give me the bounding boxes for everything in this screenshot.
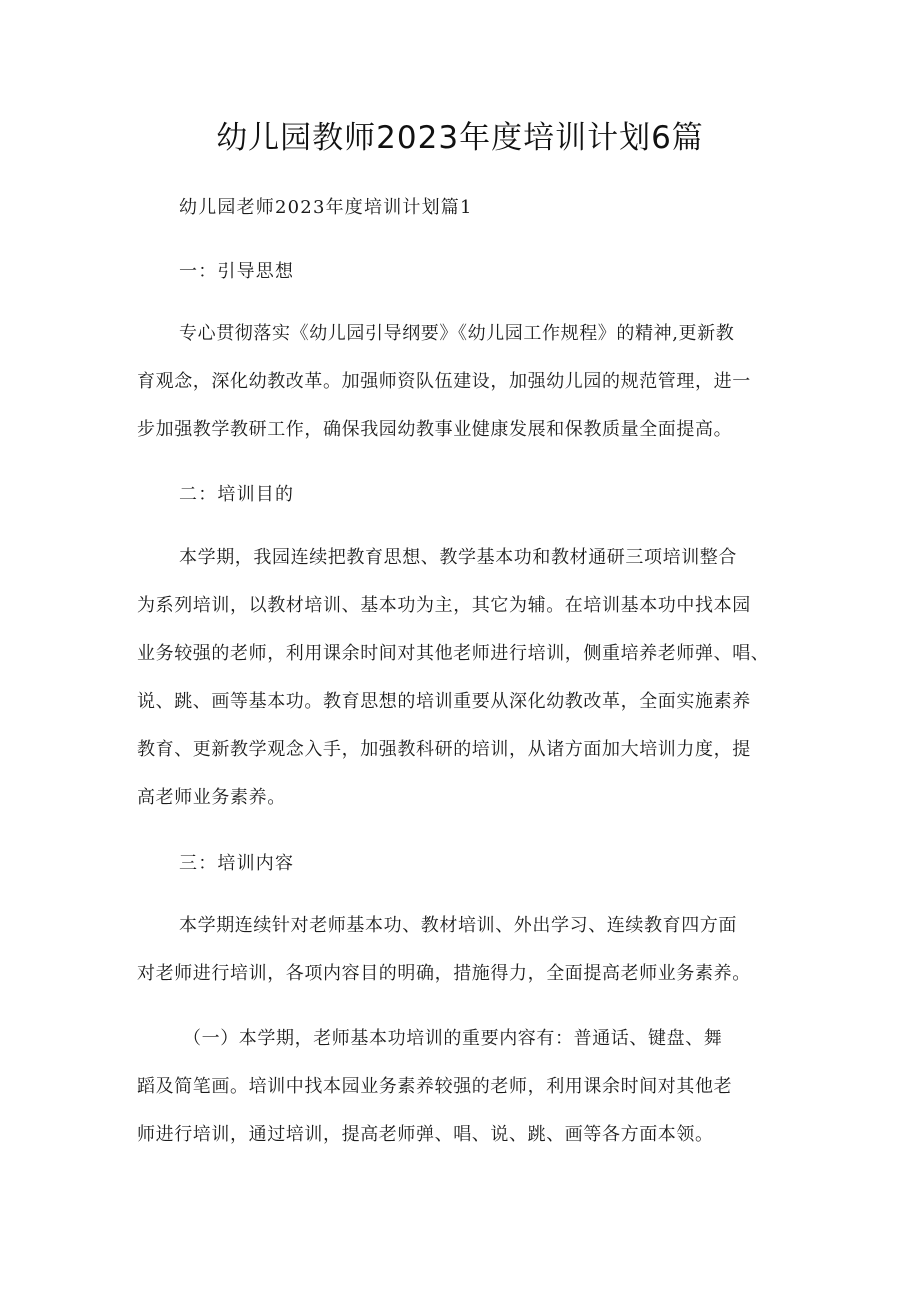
section4-line: （一）本学期，老师基本功培训的重要内容有：普通话、键盘、舞 — [183, 1028, 723, 1049]
section2-line: 高老师业务素养。 — [137, 787, 286, 808]
section1-heading: 一：引导思想 — [179, 261, 295, 282]
section3-line: 本学期连续针对老师基本功、教材培训、外出学习、连续教育四方面 — [179, 915, 737, 936]
section4-line: 蹈及简笔画。培训中找本园业务素养较强的老师，利用课余时间对其他老 — [137, 1076, 733, 1097]
section3-line: 对老师进行培训，各项内容目的明确，措施得力，全面提高老师业务素养。 — [137, 963, 751, 984]
section1-line: 专心贯彻落实《幼儿园引导纲要》《幼儿园工作规程》的精神,更新教 — [179, 323, 735, 344]
section2-line: 说、跳、画等基本功。教育思想的培训重要从深化幼教改革，全面实施素养 — [137, 691, 751, 712]
section3-heading: 三：培训内容 — [179, 853, 295, 874]
document-title: 幼儿园教师2023年度培训计划6篇 — [216, 120, 704, 156]
section2-line: 为系列培训，以教材培训、基本功为主，其它为辅。在培训基本功中找本园 — [137, 595, 751, 616]
document-subtitle: 幼儿园老师2023年度培训计划篇1 — [179, 197, 473, 218]
section1-line: 步加强教学教研工作，确保我园幼教事业健康发展和保教质量全面提高。 — [137, 419, 733, 440]
section4-line: 师进行培训，通过培训，提高老师弹、唱、说、跳、画等各方面本领。 — [137, 1124, 714, 1145]
section1-line: 育观念，深化幼教改革。加强师资队伍建设，加强幼儿园的规范管理，进一 — [137, 371, 751, 392]
section2-line: 本学期，我园连续把教育思想、教学基本功和教材通研三项培训整合 — [179, 547, 737, 568]
section2-heading: 二：培训目的 — [179, 484, 295, 505]
section2-line: 业务较强的老师，利用课余时间对其他老师进行培训，侧重培养老师弹、唱、 — [137, 643, 770, 664]
section2-line: 教育、更新教学观念入手，加强教科研的培训，从诸方面加大培训力度，提 — [137, 739, 751, 760]
